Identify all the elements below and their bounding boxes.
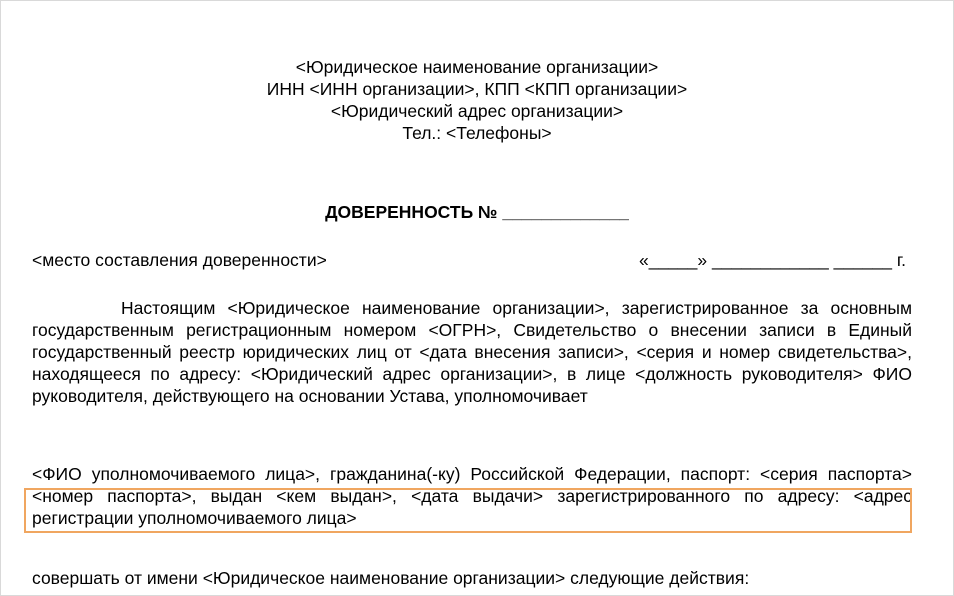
issue-date: «_____» ____________ ______ г. bbox=[638, 250, 906, 270]
org-name-line: <Юридическое наименование организации> bbox=[295, 57, 659, 77]
main-paragraph: Настоящим <Юридическое наименование организации>, зарегистрированное за основным государственным регистрационным номером <ОГРН>, Свидетельство о внесении записи в Единый государственный реестр юридических лиц от <дата внесения записи>, <серия и номер свидетельства>, находящееся по адресу: <Юридический адрес организации>, в лице <должность руководителя> ФИО руководителя, действующего на основании Устава, уполномочивает bbox=[32, 298, 912, 406]
phone-line: Тел.: <Телефоны> bbox=[402, 123, 552, 143]
document-title: ДОВЕРЕННОСТЬ № _____________ bbox=[325, 202, 629, 222]
org-address-line: <Юридический адрес организации> bbox=[330, 101, 624, 121]
actions-line: совершать от имени <Юридическое наименование организации> следующие действия: bbox=[32, 568, 750, 588]
place-of-issue: <место составления доверенности> bbox=[32, 250, 327, 270]
representative-paragraph: <ФИО уполномочиваемого лица>, гражданина(-ку) Российской Федерации, паспорт: <серия паспорта> <номер паспорта>, выдан <кем выдан>, <дата выдачи> зарегистрированного по адресу: <адрес регистрации уполномочиваемого лица> bbox=[32, 464, 912, 528]
inn-kpp-line: ИНН <ИНН организации>, КПП <КПП организации> bbox=[266, 79, 688, 99]
organization-header bbox=[1, 56, 953, 144]
